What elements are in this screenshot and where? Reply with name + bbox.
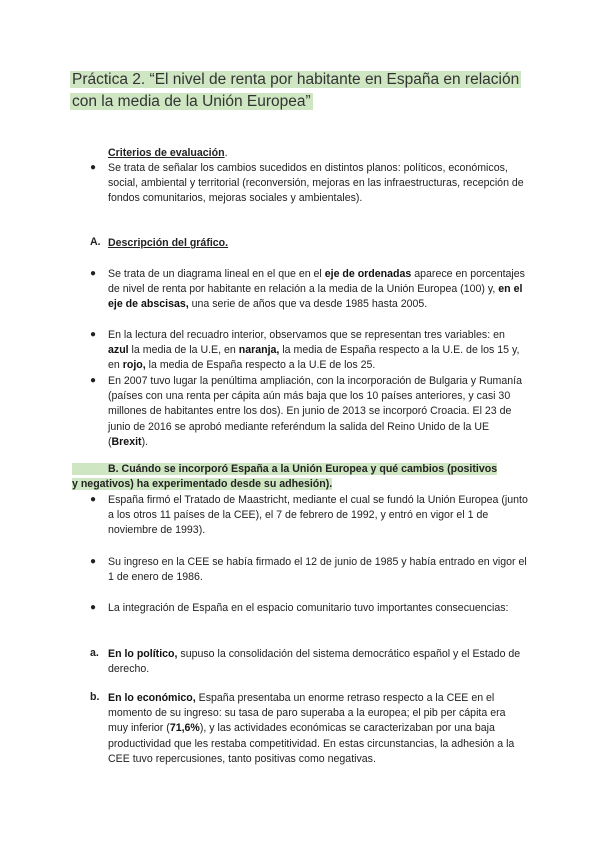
bullet-icon: ● [90,329,97,340]
bullet-icon: ● [90,556,97,567]
section-a-bullet-2: En la lectura del recuadro interior, observamos que se representan tres variables: en azul la media de la U.E, en naranja, la media de España respecto a la U.E. de los 15 y, en rojo, la media de España respecto a la U.E de los 25. [108,329,520,372]
title-line-1: Práctica 2. “El nivel de renta por habitante en España en relación [72,71,520,88]
section-b-bullet-2: Su ingreso en la CEE se había firmado el 12 de junio de 1985 y había entrado en vigor el 1 de enero de 1986. [108,556,527,584]
section-a-heading: Descripción del gráfico. [108,237,229,249]
bullet-icon: ● [90,494,97,505]
criterios-bullet-1: Se trata de señalar los cambios sucedidos en distintos planos: políticos, económicos, social, ambiental y territorial (reconversión, mejoras en las infraestructuras, recepción de fondos comunitarios, mejoras sociales y ambientales). [108,162,524,205]
section-a-bullet-1: Se trata de un diagrama lineal en el que en el eje de ordenadas aparece en porcentajes de nivel de renta por habitante en relación a la media de la Unión Europea (100) y, en el eje de abscisas, una serie de años que va desde 1985 hasta 2005. [108,268,525,311]
list-marker-b: b. [90,691,100,703]
page-title [70,69,530,113]
bullet-icon: ● [90,375,97,386]
bullet-icon: ● [90,268,97,279]
section-b-bullet-1: España firmó el Tratado de Maastricht, mediante el cual se fundó la Unión Europea (junto a los otros 11 países de la CEE), el 7 de febrero de 1992, y entró en vigor el 1 de noviembre de 1993). [108,494,528,537]
bullet-icon: ● [90,602,97,613]
title-line-2: con la media de la Unión Europea” [72,93,311,110]
criterios-heading: Criterios de evaluación. [108,147,228,159]
section-a-bullet-3: En 2007 tuvo lugar la penúltima ampliación, con la incorporación de Bulgaria y Rumanía (países con una renta per cápita aún más baja que los 10 países anteriores, y casi 30 millones de habitantes entre los dos). En junio de 2013 se incorporó Croacia. El 23 de junio de 2016 se aprobó mediante referéndum la salida del Reino Unido de la UE (Brexit). [108,375,522,448]
section-b-heading: B. Cuándo se incorporó España a la Unión Europea y qué cambios (positivos y negativos) ha experimentado desde su adhesión). [72,463,498,491]
bullet-icon: ● [90,162,97,173]
section-a-marker: A. [90,236,101,248]
section-b-bullet-3: La integración de España en el espacio comunitario tuvo importantes consecuencias: [108,602,509,614]
list-item-b: En lo económico, España presentaba un enorme retraso respecto a la CEE en el momento de su ingreso: su tasa de paro superaba a la europea; el pib per cápita era muy inferior (71,6%), y las actividades económicas se caracterizaban por una baja productividad que les restaba competitividad. En estas circunstancias, la adhesión a la CEE tuvo repercusiones, tanto positivas como negativas. [108,692,515,765]
list-item-a: En lo político, supuso la consolidación del sistema democrático español y el Estado de derecho. [108,648,521,676]
list-marker-a: a. [90,647,99,659]
